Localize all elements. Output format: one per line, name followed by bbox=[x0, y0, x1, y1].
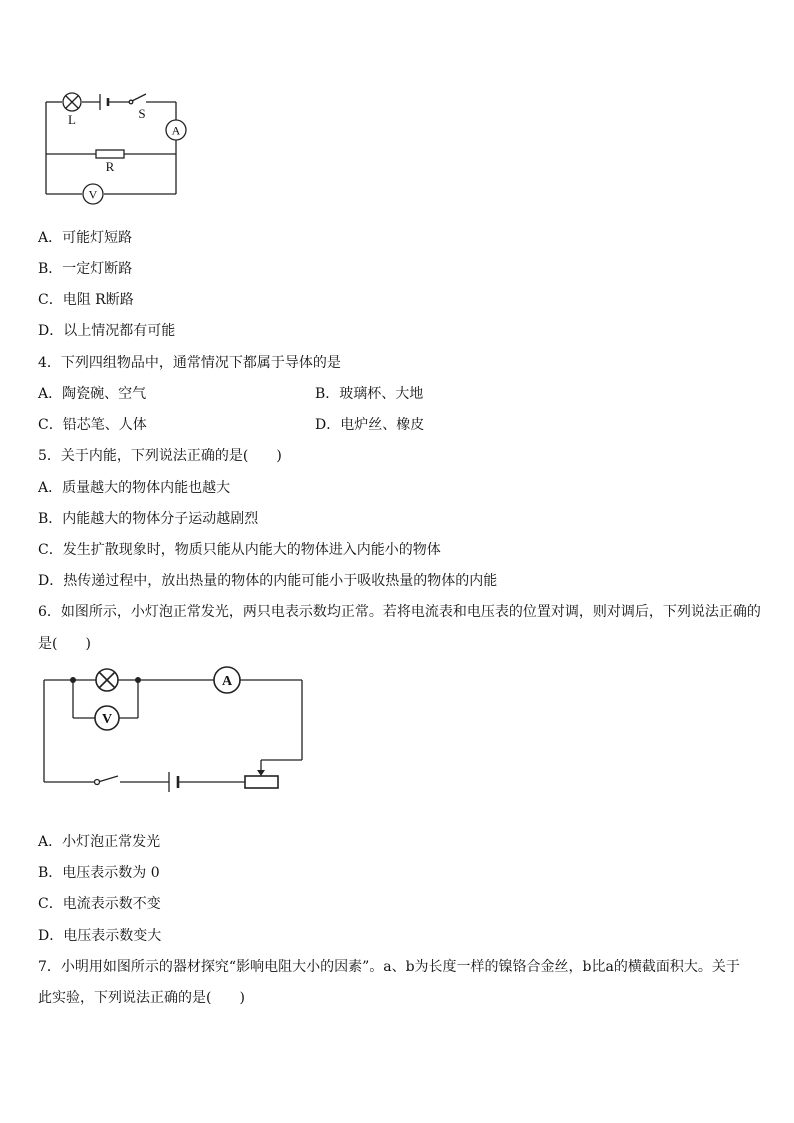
q4-option-c: C．铅芯笔、人体 bbox=[38, 417, 147, 433]
circuit-diagram-1 bbox=[38, 88, 198, 210]
ammeter-symbol bbox=[214, 667, 240, 693]
resistor-symbol bbox=[96, 150, 124, 158]
rheostat-symbol bbox=[245, 776, 278, 788]
ammeter-symbol bbox=[166, 120, 186, 140]
battery-symbol bbox=[100, 94, 108, 110]
q4-option-a: A．陶瓷碗、空气 bbox=[38, 386, 147, 402]
voltmeter-letter: V bbox=[101, 712, 113, 727]
q4-stem: 4．下列四组物品中，通常情况下都属于导体的是 bbox=[38, 355, 341, 371]
voltmeter-letter: V bbox=[88, 187, 98, 202]
q3-option-a: A．可能灯短路 bbox=[38, 230, 133, 246]
voltmeter-symbol bbox=[83, 184, 103, 204]
ammeter-letter: A bbox=[221, 674, 233, 689]
switch-label: S bbox=[138, 106, 146, 121]
q4-option-b: B．玻璃杯、大地 bbox=[315, 386, 424, 402]
q5-option-a: A．质量越大的物体内能也越大 bbox=[38, 480, 231, 496]
q4-option-d: D．电炉丝、橡皮 bbox=[315, 417, 425, 433]
lamp-symbol bbox=[63, 93, 81, 111]
resistor-label: R bbox=[105, 159, 115, 174]
battery-symbol bbox=[169, 772, 178, 792]
q6-option-b: B．电压表示数为 0 bbox=[38, 865, 160, 881]
q6-stem-line2: 是( ) bbox=[38, 636, 91, 652]
q6-option-a: A．小灯泡正常发光 bbox=[38, 834, 161, 850]
q5-stem: 5．关于内能，下列说法正确的是( ) bbox=[38, 448, 282, 464]
circuit-diagram-2 bbox=[38, 664, 308, 794]
voltmeter-symbol bbox=[95, 706, 119, 730]
q6-option-c: C．电流表示数不变 bbox=[38, 896, 161, 912]
lamp-label: L bbox=[68, 112, 76, 127]
q6-option-d: D．电压表示数变大 bbox=[38, 928, 162, 944]
junction-dot bbox=[135, 677, 141, 683]
switch-symbol bbox=[129, 94, 146, 104]
q5-option-c: C．发生扩散现象时，物质只能从内能大的物体进入内能小的物体 bbox=[38, 542, 441, 558]
lamp-symbol bbox=[96, 669, 118, 691]
slider-arrow bbox=[257, 770, 265, 776]
q5-option-d: D．热传递过程中，放出热量的物体的内能可能小于吸收热量的物体的内能 bbox=[38, 573, 498, 589]
q7-stem-line2: 此实验，下列说法正确的是( ) bbox=[38, 990, 245, 1006]
q6-stem-line1: 6．如图所示，小灯泡正常发光，两只电表示数均正常。若将电流表和电压表的位置对调，则对调后，下列说法正确的 bbox=[38, 604, 761, 620]
q3-option-c: C．电阻 R断路 bbox=[38, 292, 134, 308]
switch-symbol bbox=[95, 780, 100, 785]
q5-option-b: B．内能越大的物体分子运动越剧烈 bbox=[38, 511, 259, 527]
junction-dot bbox=[70, 677, 76, 683]
ammeter-letter: A bbox=[171, 123, 181, 138]
q7-stem-line1: 7．小明用如图所示的器材探究“影响电阻大小的因素”。a、b为长度一样的镍铬合金丝，b比a的横截面积大。关于 bbox=[38, 959, 740, 975]
q3-option-b: B．一定灯断路 bbox=[38, 261, 133, 277]
q3-option-d: D．以上情况都有可能 bbox=[38, 323, 176, 339]
